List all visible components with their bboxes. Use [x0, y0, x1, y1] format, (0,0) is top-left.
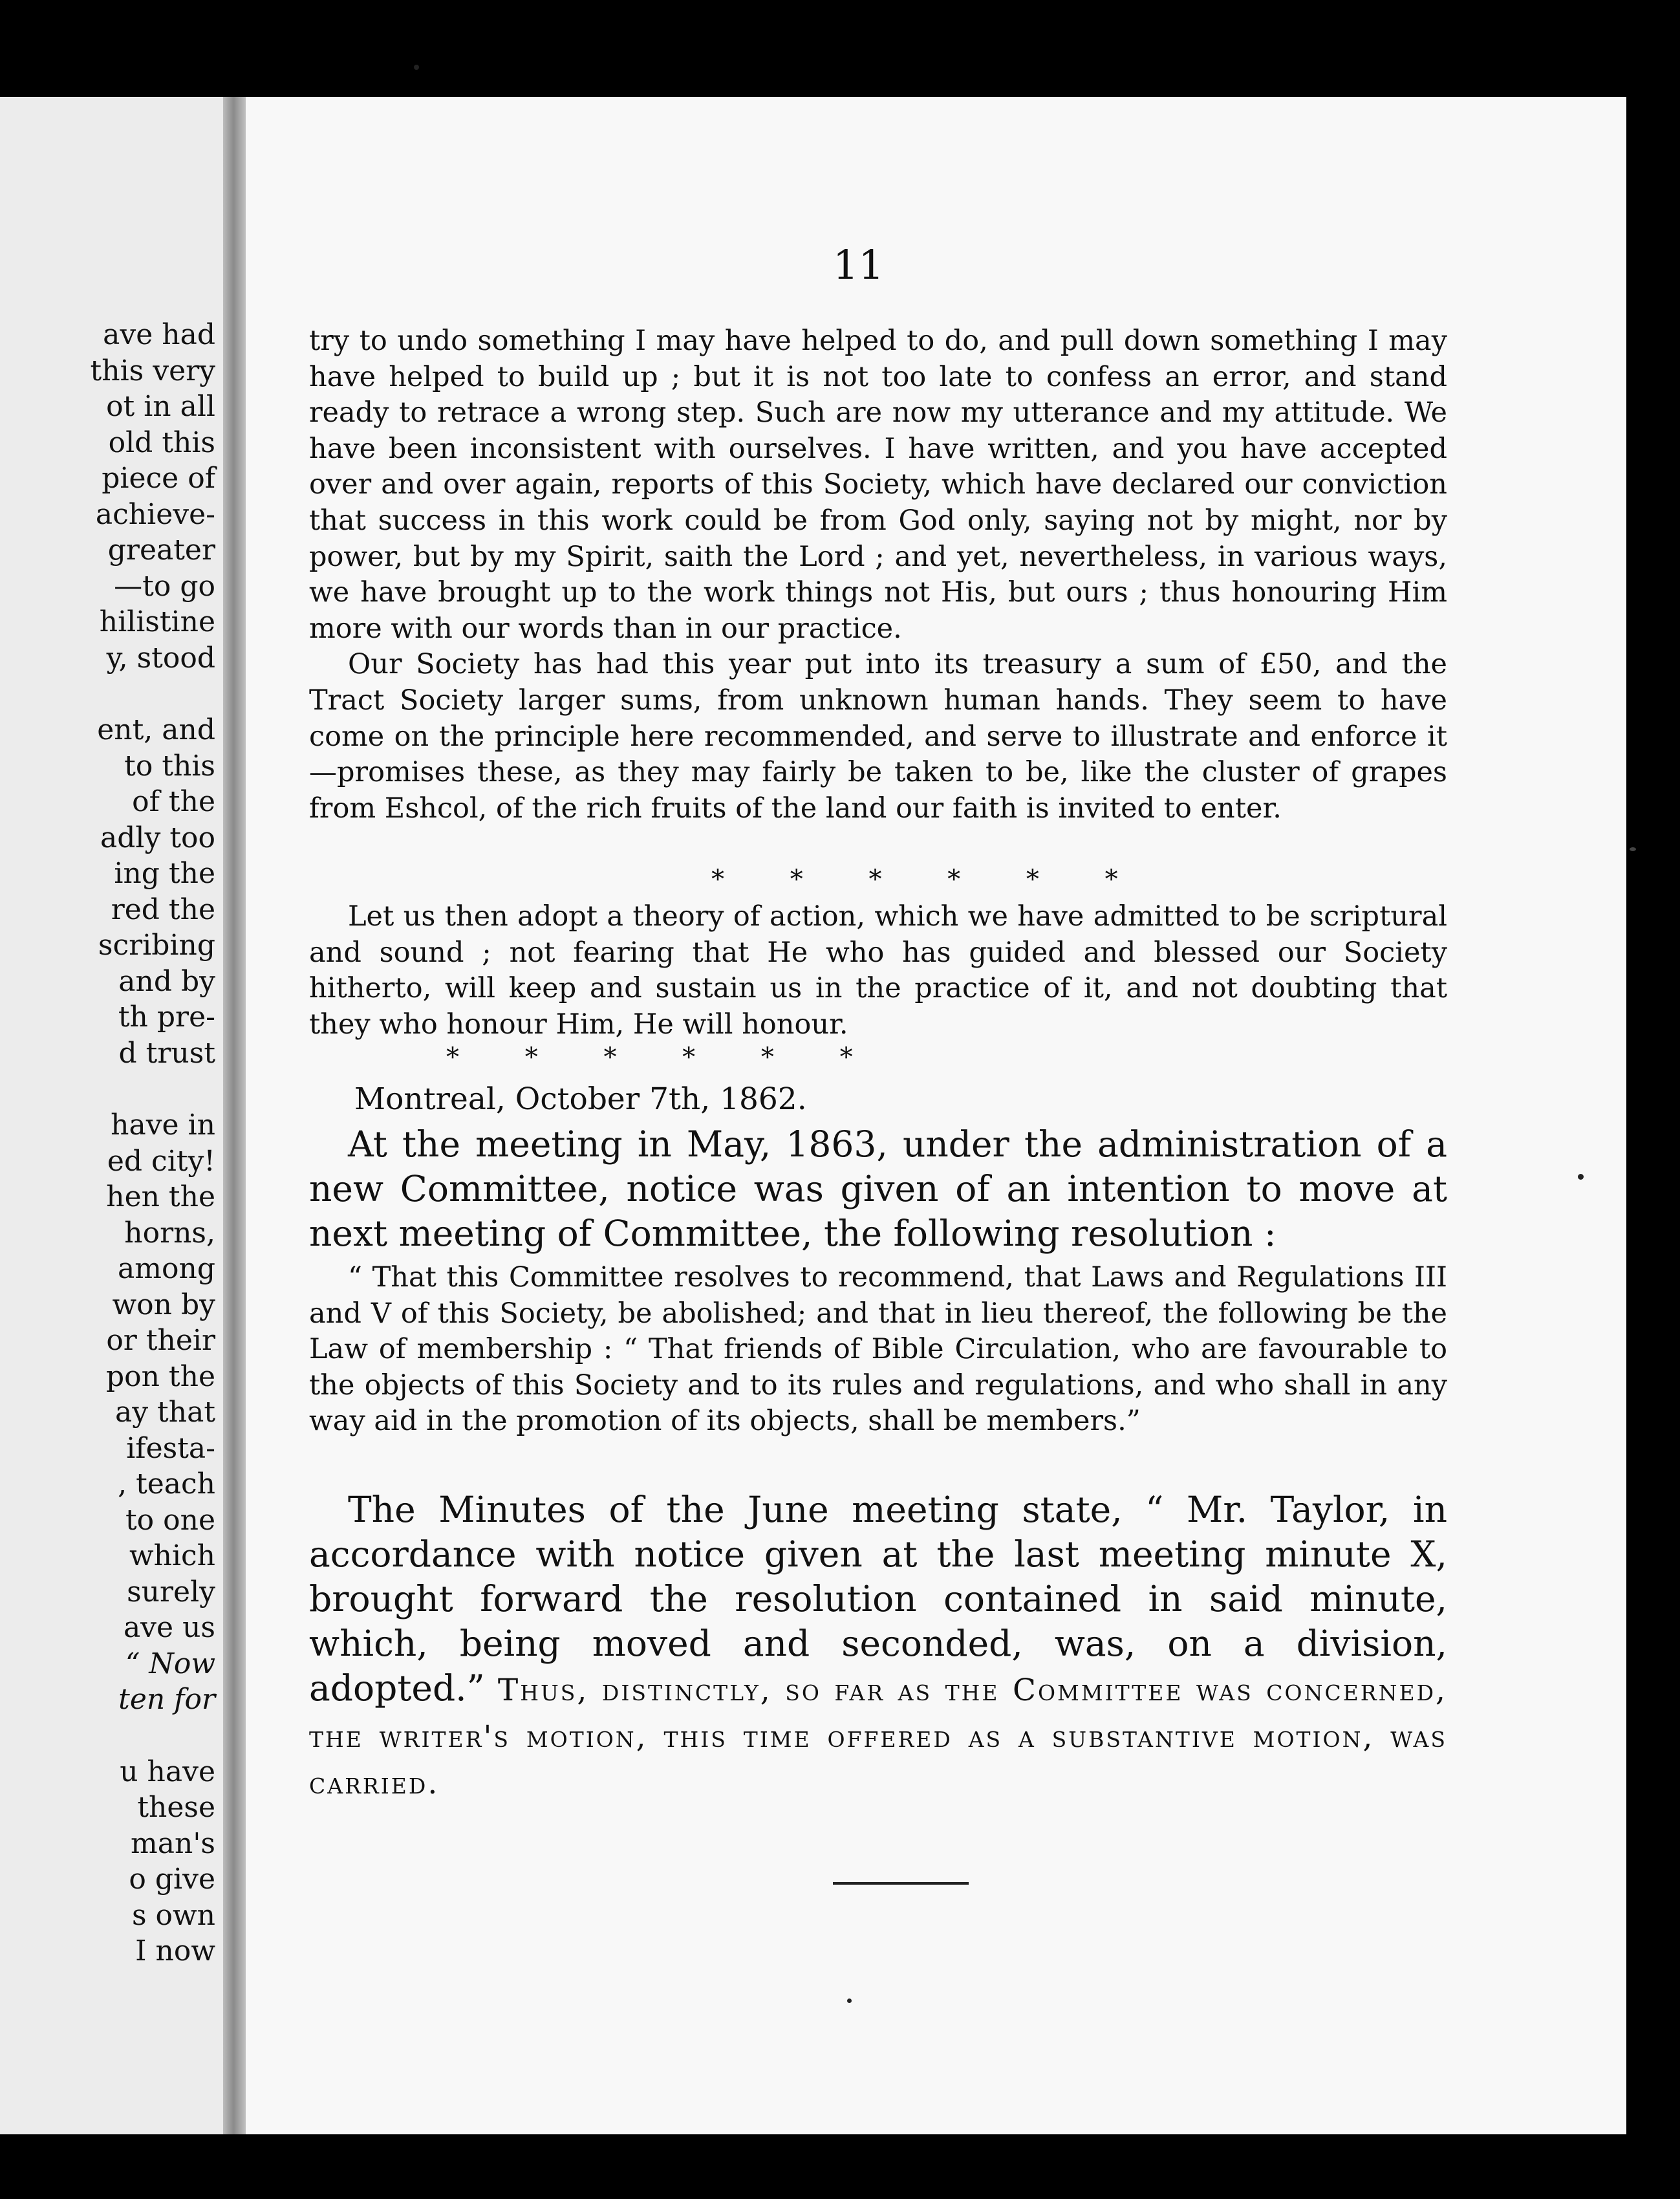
facing-page-line: hen the: [106, 1180, 215, 1213]
paragraph-5-text: The Minutes of the June meeting state, “ Mr. Taylor, in accordance with notice given at the last meeting minute X, brought forward the resolution contained in said minute, which, being moved and seconded, was, on a division, adopted.”: [309, 1489, 1447, 1709]
facing-page-line: ed city!: [107, 1144, 215, 1178]
facing-page-line: scribing: [98, 929, 215, 962]
facing-page-line: ot in all: [106, 390, 215, 423]
facing-page-line: red the: [111, 893, 215, 926]
facing-page-line: piece of: [102, 462, 215, 495]
asterism-2: * * * * * *: [446, 1043, 853, 1072]
facing-page-line: to this: [124, 749, 215, 783]
facing-page-line: and by: [118, 964, 215, 998]
page-number: 11: [833, 241, 884, 288]
facing-page-line: y, stood: [106, 641, 215, 675]
facing-page-line: pon the: [105, 1359, 215, 1393]
facing-page-line: adly too: [100, 821, 215, 854]
dateline: Montreal, October 7th, 1862.: [354, 1081, 807, 1117]
facing-page-line: ay that: [114, 1396, 215, 1429]
resolution-quote-block: [309, 1260, 1447, 1440]
asterism-1: * * * * * *: [711, 865, 1118, 894]
facing-page-line: horns,: [124, 1216, 215, 1250]
paragraph-5-small-caps: Thus, distinctly, so far as the Committee was concerned, the writer's motion, this time offered as a substantive motion, was carried.: [309, 1673, 1447, 1801]
facing-page-line: old this: [108, 426, 215, 459]
scan-speck: [1630, 847, 1636, 851]
facing-page-line: ave us: [123, 1611, 215, 1644]
facing-page-line: “ Now: [125, 1647, 215, 1680]
facing-page-line: surely: [127, 1575, 215, 1609]
paragraph-4: At the meeting in May, 1863, under the administration of a new Committee, notice was given of an intention to move at next meeting of Committee, the following resolution :: [309, 1123, 1447, 1254]
paragraph-5-block: [309, 1488, 1447, 1806]
facing-page-line: ent, and: [97, 713, 215, 746]
closing-rule: [833, 1882, 969, 1885]
facing-page-line: , teach: [118, 1468, 215, 1500]
facing-page-line: o give: [129, 1863, 215, 1896]
facing-page-line: to one: [125, 1503, 215, 1537]
facing-page-line: hilistine: [99, 605, 215, 638]
paragraph-4-block: [309, 1122, 1447, 1256]
paragraph-1: try to undo something I may have helped to do, and pull down something I may have helped to build up ; but it is not too late to confess an error, and stand ready to retrace a wrong step. Such are now my utterance and my attitude. We have been inconsistent with ourselves. I have written, and you have accepted over and over again, reports of this Society, which have declared our conviction that success in this work could be from God only, saying not by might, nor by power, but by my Spirit, saith the Lord ; and yet, nevertheless, in various ways, we have brought up to the work things not His, but ours ; thus honouring Him more with our words than in our practice.: [309, 325, 1447, 645]
facing-page-line: th pre-: [118, 1001, 215, 1034]
facing-page-line: greater: [107, 534, 215, 567]
facing-page-line: s own: [131, 1898, 215, 1932]
facing-page-line: won by: [112, 1288, 215, 1321]
facing-page-line: ifesta-: [126, 1431, 215, 1465]
scan-speck: [414, 65, 419, 70]
facing-page-line: this very: [90, 354, 215, 387]
resolution-quote: “ That this Committee resolves to recommend, that Laws and Regulations III and V of this Society, be abolished; and that in lieu thereof, the following be the Law of membership : “ That friends of Bible Circulation, who are favourable to the objects of this Society and to its rules and regulations, and who shall in any way aid in the promotion of its objects, shall be members.”: [309, 1261, 1447, 1437]
facing-page-line: ave had: [103, 318, 215, 351]
facing-page-line: —to go: [114, 569, 215, 603]
paragraph-1-block: [309, 323, 1447, 827]
scan-speck: [1578, 1174, 1584, 1180]
dateline-block: [309, 1080, 1447, 1119]
facing-page-line: these: [137, 1791, 215, 1824]
paragraph-3: Let us then adopt a theory of action, which we have admitted to be scriptural and sound ; not fearing that He who has guided and blessed our Society hitherto, will keep and sustain us in the practice of it, and not doubting that they who honour Him, He will honour.: [309, 900, 1447, 1041]
facing-page-line: have in: [111, 1109, 215, 1142]
paragraph-2: Our Society has had this year put into its treasury a sum of £50, and the Tract Society larger sums, from unknown human hands. They seem to have come on the principle here recommended, and serve to illustrate and enforce it—promises these, as they may fairly be taken to be, like the cluster of grapes from Eshcol, of the rich fruits of the land our faith is invited to enter.: [309, 648, 1447, 825]
facing-page-left: [0, 97, 223, 2134]
page-gutter: [223, 97, 249, 2134]
paragraph-3-block: [309, 899, 1447, 1043]
facing-page-line: achieve-: [95, 497, 215, 531]
facing-page-line: ten for: [118, 1683, 215, 1716]
facing-page-line: I now: [135, 1934, 215, 1967]
facing-page-line: among: [118, 1252, 215, 1285]
facing-page-line: ing the: [114, 857, 215, 890]
facing-page-line: of the: [132, 785, 215, 818]
facing-page-line: d trust: [118, 1036, 215, 1070]
facing-page-line: man's: [131, 1826, 215, 1860]
scan-speck: [847, 1999, 852, 2003]
facing-page-line: u have: [120, 1755, 215, 1788]
paragraph-5: [309, 1488, 1447, 1806]
facing-page-line: which: [129, 1539, 215, 1572]
facing-page-line: or their: [106, 1324, 215, 1357]
right-scan-edge: [1626, 97, 1680, 2134]
